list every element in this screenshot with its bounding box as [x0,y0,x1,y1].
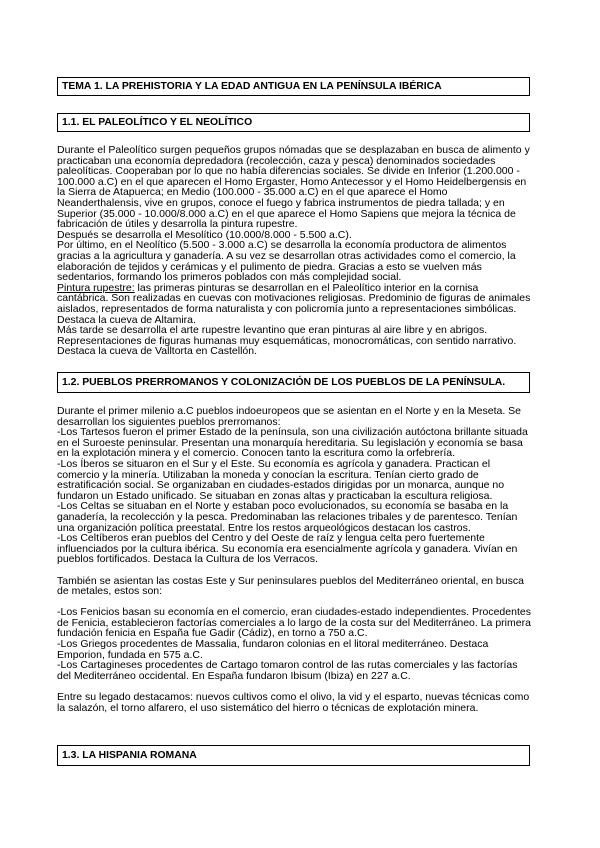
section-heading: 1.1. EL PALEOLÍTICO Y EL NEOLÍTICO [62,117,253,128]
main-title: TEMA 1. LA PREHISTORIA Y LA EDAD ANTIGUA EN LA PENÍNSULA IBÉRICA [62,81,442,92]
section-body [57,145,531,357]
list-item: -Los Íberos se situaron en el Sur y el Este. Su economía es agrícola y ganadera. Practican el comercio y la minería. Utilizaban la moneda y conocían la escritura. Tenían cierto grado de estratificación social. Se organizaban en ciudades-estados dirigidas por un monarca, aunque no fundaron un Estado unificado. Se situaban en zonas altas y practicaban la escultura religiosa. [57,457,505,502]
pintura-rupestre-label: Pintura rupestre: [57,281,135,294]
list-item: -Los Celtas se situaban en el Norte y estaban poco evolucionados, su economía se basaba en la ganadería, la recolección y la pesca. Predominaban las relaciones tribales y de parentesco. Tenían una organización política preestatal. Entre los restos arqueológicos destacan los castros. [57,500,518,534]
paragraph: Por último, en el Neolítico (5.500 - 3.000 a.C) se desarrolla la economía productora de alimentos gracias a la agricultura y ganadería. A su vez se desarrollan otras actividades como el comercio, la elaboración de tejidos y cerámicas y el pulimento de piedra. Gracias a esto se vuelven más sedentarios, formando los primeros poblados con más complejidad social. [57,239,516,284]
section-heading-box [57,113,530,132]
list-item: -Los Cartagineses procedentes de Cartago tomaron control de las rutas comerciales y las factorías del Mediterráneo occidental. En España fundaron Ibisum (Ibiza) en 227 a.C. [57,659,518,682]
list-item: -Los Celtíberos eran pueblos del Centro y del Oeste de raíz y lengua celta pero fuertemente influenciados por la cultura ibérica. Su economía era esencialmente agrícola y ganadera. Vivían en pueblos fortificados. Destaca la Cultura de los Verracos. [57,532,518,566]
paragraph: Más tarde se desarrolla el arte rupestre levantino que eran pinturas al aire libre y en abrigos. Representaciones de figuras humanas muy esquemáticas, monocromáticas, con sentido narrativo. Destaca la cueva de Valltorta en Castellón. [57,324,517,358]
list-item: -Los Fenicios basan su economía en el comercio, eran ciudades-estado independientes. Procedentes de Fenicia, establecieron factorías comerciales a lo largo de la costa sur del Mediterráneo. La primera fundación fenicia en España fue Gadir (Cádiz), en torno a 750 a.C. [57,606,531,640]
paragraph [57,283,531,325]
paragraph: Después se desarrolla el Mesolítico (10.000/8.000 - 5.500 a.C). [57,228,352,241]
paragraph: También se asientan las costas Este y Sur peninsulares pueblos del Mediterráneo oriental, en busca de metales, estos son: [57,574,524,598]
paragraph-text: las primeras pinturas se desarrollan en el Paleolítico interior en la cornisa cantábrica. Son realizadas en cuevas con motivaciones religiosas. Predominio de figuras de animales aislados, representados de forma naturalista y con policromía junto a representaciones simbólicas. Destaca la cueva de Altamira. [57,281,531,326]
paragraph: Durante el Paleolítico surgen pequeños grupos nómadas que se desplazaban en busca de alimento y practicaban una economía depredadora (recolección, caza y pesca) denominados sociedades paleolíticas. Cooperaban por lo que no había diferencias sociales. Se divide en Inferior (1.200.000 - 100.000 a.C) en el que aparecen el Homo Ergaster, Homo Antecessor y el Homo Heidelbergensis en la Sierra de Atapuerca; en Medio (100.000 - 35.000 a.C) en el que aparece el Homo Neanderthalensis, vive en grupos, conoce el fuego y fabrica instrumentos de piedra tallada; y en Superior (35.000 - 10.000/8.000 a.C) en el que aparece el Homo Sapiens que mejora la técnica de fabricación de útiles y desarrolla la pintura rupestre. [57,144,530,231]
section-heading: 1.2. PUEBLOS PRERROMANOS Y COLONIZACIÓN DE LOS PUEBLOS DE LA PENÍNSULA. [62,377,506,388]
main-title-box [57,77,530,96]
paragraph: Entre su legado destacamos: nuevos cultivos como el olivo, la vid y el esparto, nuevas técnicas como la salazón, el torno alfarero, el uso sistemático del hierro o técnicas de explotación minera. [57,691,530,714]
section-body [57,406,531,713]
paragraph: Durante el primer milenio a.C pueblos indoeuropeos que se asientan en el Norte y en la Meseta. Se desarrollan los siguientes pueblos prerromanos: [57,405,522,428]
list-item: -Los Griegos procedentes de Massalia, fundaron colonias en el litoral mediterráneo. Destaca Emporion, fundada en 575 a.C. [57,638,489,661]
section-heading-box [57,745,530,766]
section-heading-box [57,372,530,393]
section-heading: 1.3. LA HISPANIA ROMANA [62,750,197,761]
list-item: -Los Tartesos fueron el primer Estado de la península, son una civilización autóctona brillante situada en el Suroeste peninsular. Presentan una monarquía hereditaria. Su legislación y economía se basa en la explotación minera y el comercio. Conocen tanto la escritura como la orfebrería. [57,426,528,460]
